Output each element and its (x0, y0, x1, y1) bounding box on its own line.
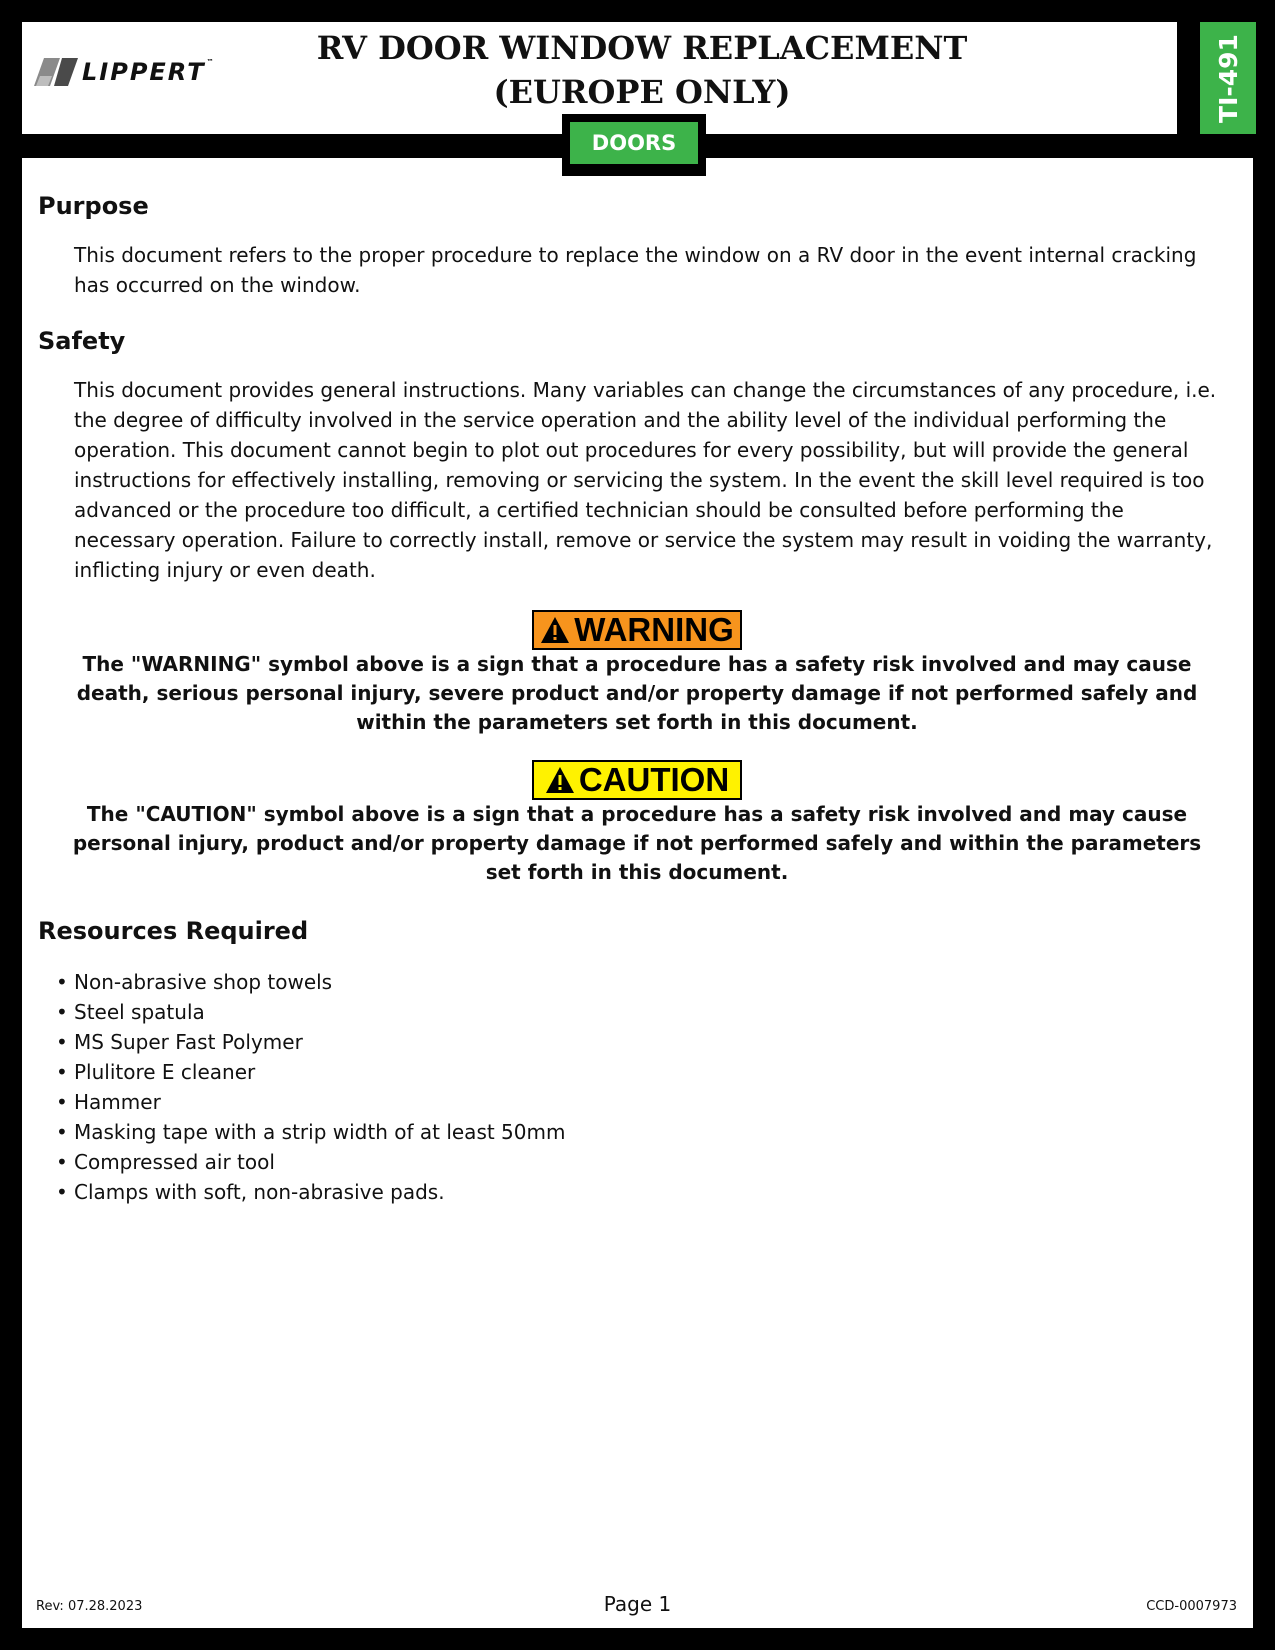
lippert-logo-icon (34, 58, 78, 86)
safety-text: This document provides general instructions. Many variables can change the circumstances of any procedure, i.e. the degree of difficulty involved in the service operation and the ability level of the individual performing the operation. This document cannot begin to plot out procedures for every possibility, but will provide the general instructions for effectively installing, removing or servicing the system. In the event the skill level required is too advanced or the procedure too difficult, a certified technician should be consulted before performing the necessary operation. Failure to correctly install, remove or service the system may result in voiding the warranty, inflicting injury or even death. (74, 378, 1217, 582)
list-item: • Plulitore E cleaner (56, 1057, 565, 1087)
warning-sign (532, 610, 742, 650)
list-item: • Non-abrasive shop towels (56, 967, 565, 997)
purpose-text: This document refers to the proper procedure to replace the window on a RV door in the event internal cracking has occurred on the window. (74, 243, 1197, 297)
caution-label: CAUTION (578, 761, 730, 798)
category-tab (562, 114, 706, 176)
document-number: TI-491 (1213, 33, 1243, 123)
title-line-1: RV DOOR WINDOW REPLACEMENT (316, 29, 968, 67)
document-number-tab (1200, 22, 1256, 134)
category-label: DOORS (570, 122, 698, 164)
revision-date: Rev: 07.28.2023 (36, 1599, 143, 1614)
resources-heading: Resources Required (38, 917, 309, 945)
resources-list (56, 967, 565, 1207)
caution-triangle-icon (545, 766, 575, 794)
list-item: • Hammer (56, 1087, 565, 1117)
page-number: Page 1 (603, 1592, 672, 1616)
lippert-logo (34, 58, 216, 86)
caution-sign (532, 760, 742, 800)
purpose-heading: Purpose (38, 192, 149, 220)
caution-notice: The "CAUTION" symbol above is a sign that a procedure has a safety risk involved and may cause personal injury, product and/or property damage if not performed safely and within the parameters set forth in this document. (72, 802, 1202, 884)
document-code: CCD-0007973 (1146, 1599, 1237, 1614)
list-item: • MS Super Fast Polymer (56, 1027, 565, 1057)
list-item: • Masking tape with a strip width of at least 50mm (56, 1117, 565, 1147)
list-item: • Compressed air tool (56, 1147, 565, 1177)
safety-heading: Safety (38, 327, 126, 355)
title-line-2: (EUROPE ONLY) (493, 73, 791, 111)
page-title (262, 26, 1022, 114)
warning-triangle-icon (540, 616, 570, 644)
warning-label: WARNING (574, 611, 734, 648)
warning-notice: The "WARNING" symbol above is a sign that a procedure has a safety risk involved and may cause death, serious personal injury, severe product and/or property damage if not performed safely and within the parameters set forth in this document. (76, 652, 1198, 734)
list-item: • Clamps with soft, non-abrasive pads. (56, 1177, 565, 1207)
list-item: • Steel spatula (56, 997, 565, 1027)
document-page (22, 22, 1253, 1628)
logo-wordmark: LIPPERT™ (82, 58, 216, 86)
